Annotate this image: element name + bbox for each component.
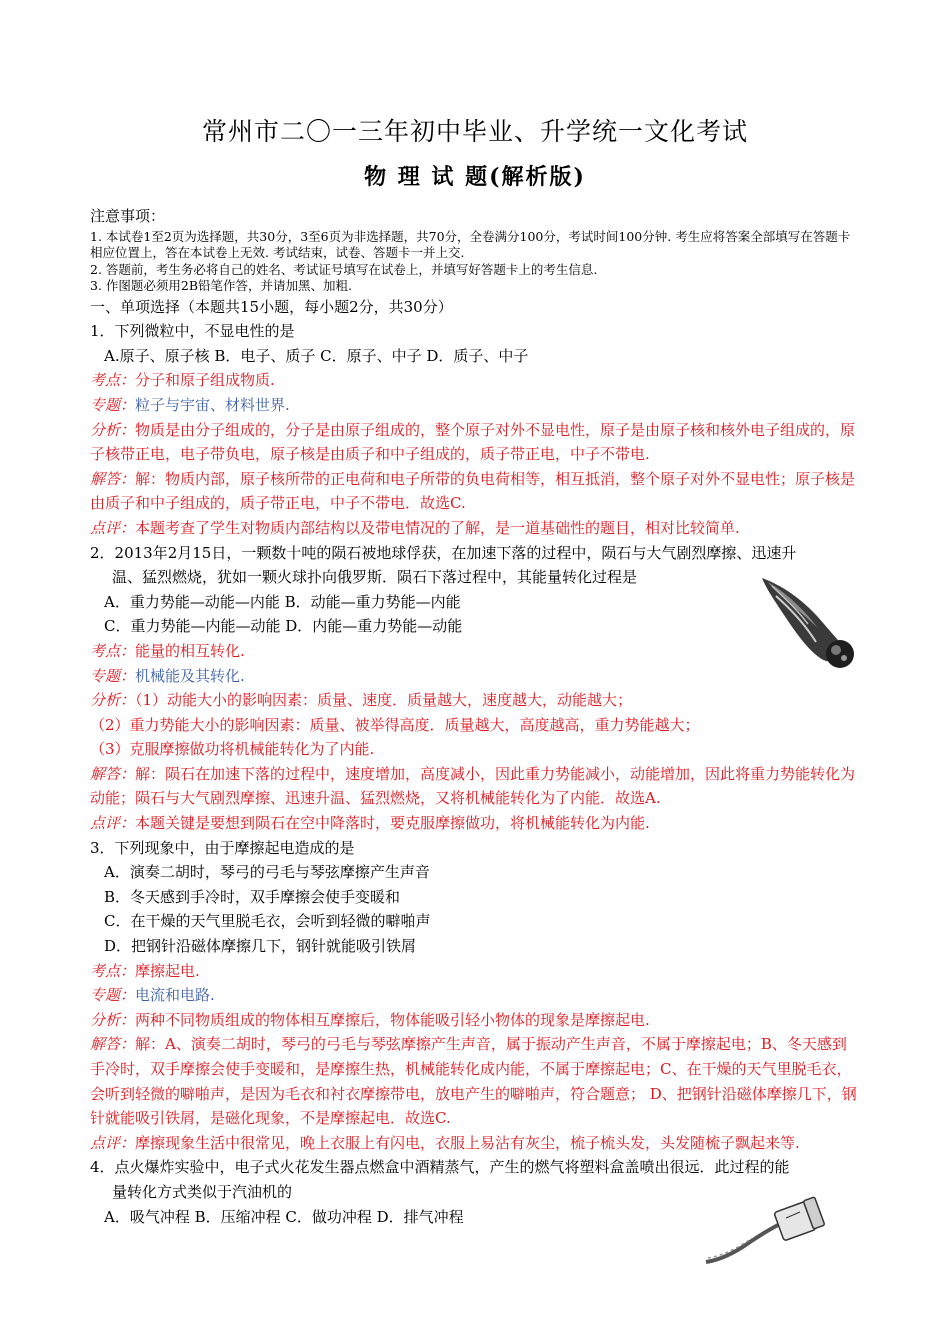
q2-options-2: C．重力势能—内能—动能 D．内能—重力势能—动能	[104, 617, 463, 636]
q1-stem: 1．下列微粒中，不显电性的是	[90, 322, 295, 341]
dianping-label: 点评：	[90, 814, 136, 833]
dianping-text: 本题考查了学生对物质内部结构以及带电情况的了解，是一道基础性的题目，相对比较简单.	[135, 518, 740, 537]
fenxi-label: 分析：	[90, 420, 136, 439]
zhuanti-label: 专题：	[90, 395, 136, 414]
q1-dianping	[90, 516, 860, 541]
q3-dianping	[90, 1131, 860, 1156]
jieda-text: 解：陨石在加速下落的过程中，速度增加，高度减小，因此重力势能减小，动能增加，因此将重力势能转化为动能；陨石与大气剧烈摩擦、迅速升温、猛烈燃烧，又将机械能转化为了内能．故选A.	[90, 764, 856, 808]
kaodian-text: 能量的相互转化.	[135, 641, 245, 660]
kaodian-label: 考点：	[90, 641, 136, 660]
q2-fenxi-1	[90, 688, 860, 713]
zhuanti-label: 专题：	[90, 986, 136, 1005]
note-3: 3. 作图题必须用2B铅笔作答，并请加黑、加粗.	[90, 278, 353, 294]
q3-zhuanti	[90, 983, 860, 1008]
q2-stem-2: 温、猛烈燃烧，犹如一颗火球扑向俄罗斯．陨石下落过程中，其能量转化过程是	[112, 568, 638, 587]
dianping-text: 本题关键是要想到陨石在空中降落时，要克服摩擦做功，将机械能转化为内能.	[135, 814, 650, 833]
fenxi-text: 物质是由分子组成的，分子是由原子组成的，整个原子对外不显电性，原子是由原子核和核外电子组成的，原子核带正电，电子带负电，原子核是由质子和中子组成的，质子带正电，中子不带电.	[90, 420, 856, 464]
zhuanti-label: 专题：	[90, 666, 136, 685]
q3-jieda	[90, 1032, 860, 1130]
dianping-label: 点评：	[90, 518, 136, 537]
q2-options-1: A．重力势能—动能—内能 B．动能—重力势能—内能	[104, 592, 461, 611]
q2-jieda	[90, 762, 860, 811]
q3-option-d: D．把钢针沿磁体摩擦几下，钢针就能吸引铁屑	[104, 937, 417, 956]
exam-subtitle: 物 理 试 题(解析版)	[364, 164, 586, 190]
q3-stem: 3．下列现象中，由于摩擦起电造成的是	[90, 838, 355, 857]
jieda-text: 解：A、演奏二胡时，琴弓的弓毛与琴弦摩擦产生声音，属于振动产生声音，不属于摩擦起电；B、冬天感到手冷时，双手摩擦会使手变暖和，是摩擦生热，机械能转化成内能，不属于摩擦起电；C、在干燥的天气里脱毛衣，会听到轻微的噼啪声，是因为毛衣和衬衣摩擦带电，放电产生的噼啪声，符合题意； D、把钢针沿磁体摩擦几下，钢针就能吸引铁屑，是磁化现象，不是摩擦起电．故选C.	[90, 1035, 857, 1128]
exam-body	[90, 204, 860, 1229]
jieda-label: 解答：	[90, 469, 136, 488]
q1-options: A.原子、原子核 B．电子、质子 C．原子、中子 D．质子、中子	[104, 346, 529, 365]
note-1: 1. 本试卷1至2页为选择题，共30分，3至6页为非选择题，共70分，全卷满分100分，考试时间100分钟. 考生应将答案全部填写在答题卡相应位置上，答在本试卷上无效. 考试结束，试卷、答题卡一并上交.	[90, 228, 851, 261]
jieda-text: 解：物质内部，原子核所带的正电荷和电子所带的负电荷相等，相互抵消，整个原子对外不显电性；原子核是由质子和中子组成的，质子带正电，中子不带电．故选C.	[90, 469, 856, 513]
q2-stem-1: 2．2013年2月15日，一颗数十吨的陨石被地球俘获，在加速下落的过程中，陨石与大气剧烈摩擦、迅速升	[90, 543, 797, 562]
q3-option-b: B．冬天感到手冷时，双手摩擦会使手变暖和	[104, 887, 401, 906]
q4-stem-2: 量转化方式类似于汽油机的	[112, 1182, 293, 1201]
notes-heading: 注意事项：	[90, 207, 166, 225]
zhuanti-text: 电流和电路.	[135, 986, 215, 1005]
jieda-label: 解答：	[90, 1035, 136, 1054]
zhuanti-text: 粒子与宇宙、材料世界.	[135, 395, 290, 414]
q3-option-a: A．演奏二胡时，琴弓的弓毛与琴弦摩擦产生声音	[104, 863, 430, 882]
q2-fenxi-3: （3）克服摩擦做功将机械能转化为了内能.	[90, 740, 375, 759]
note-2: 2. 答题前，考生务必将自己的姓名、考试证号填写在试卷上，并填写好答题卡上的考生信息.	[90, 261, 598, 277]
fenxi-text: （1）动能大小的影响因素：质量、速度．质量越大，速度越大，动能越大；	[135, 691, 633, 710]
kaodian-label: 考点：	[90, 371, 136, 390]
kaodian-label: 考点：	[90, 961, 136, 980]
apparatus-illustration	[700, 1192, 830, 1272]
q2-kaodian	[90, 639, 860, 664]
kaodian-text: 摩擦起电.	[135, 961, 200, 980]
q1-kaodian	[90, 368, 860, 393]
q4-stem-1: 4．点火爆炸实验中，电子式火花发生器点燃盒中酒精蒸气，产生的燃气将塑料盒盖喷出很远．此过程的能	[90, 1158, 790, 1177]
dianping-label: 点评：	[90, 1133, 136, 1152]
q2-zhuanti	[90, 664, 860, 689]
fenxi-label: 分析：	[90, 1010, 136, 1029]
zhuanti-text: 机械能及其转化.	[135, 666, 245, 685]
kaodian-text: 分子和原子组成物质.	[135, 371, 275, 390]
q1-zhuanti	[90, 393, 860, 418]
q1-jieda	[90, 467, 860, 516]
fenxi-label: 分析：	[90, 691, 136, 710]
q4-options: A．吸气冲程 B．压缩冲程 C．做功冲程 D．排气冲程	[104, 1207, 464, 1226]
meteor-illustration	[754, 572, 864, 680]
q1-fenxi	[90, 418, 860, 467]
q2-fenxi-2: （2）重力势能大小的影响因素：质量、被举得高度．质量越大，高度越高，重力势能越大；	[90, 715, 700, 734]
section-heading: 一、单项选择（本题共15小题，每小题2分，共30分）	[90, 297, 453, 316]
q3-kaodian	[90, 959, 860, 984]
exam-title: 常州市二〇一三年初中毕业、升学统一文化考试	[201, 117, 748, 146]
q3-option-c: C．在干燥的天气里脱毛衣，会听到轻微的噼啪声	[104, 912, 431, 931]
jieda-label: 解答：	[90, 764, 136, 783]
dianping-text: 摩擦现象生活中很常见，晚上衣服上有闪电，衣服上易沾有灰尘，梳子梳头发，头发随梳子飘起来等.	[135, 1133, 800, 1152]
q2-dianping	[90, 811, 860, 836]
q3-fenxi	[90, 1008, 860, 1033]
fenxi-text: 两种不同物质组成的物体相互摩擦后，物体能吸引轻小物体的现象是摩擦起电.	[135, 1010, 650, 1029]
